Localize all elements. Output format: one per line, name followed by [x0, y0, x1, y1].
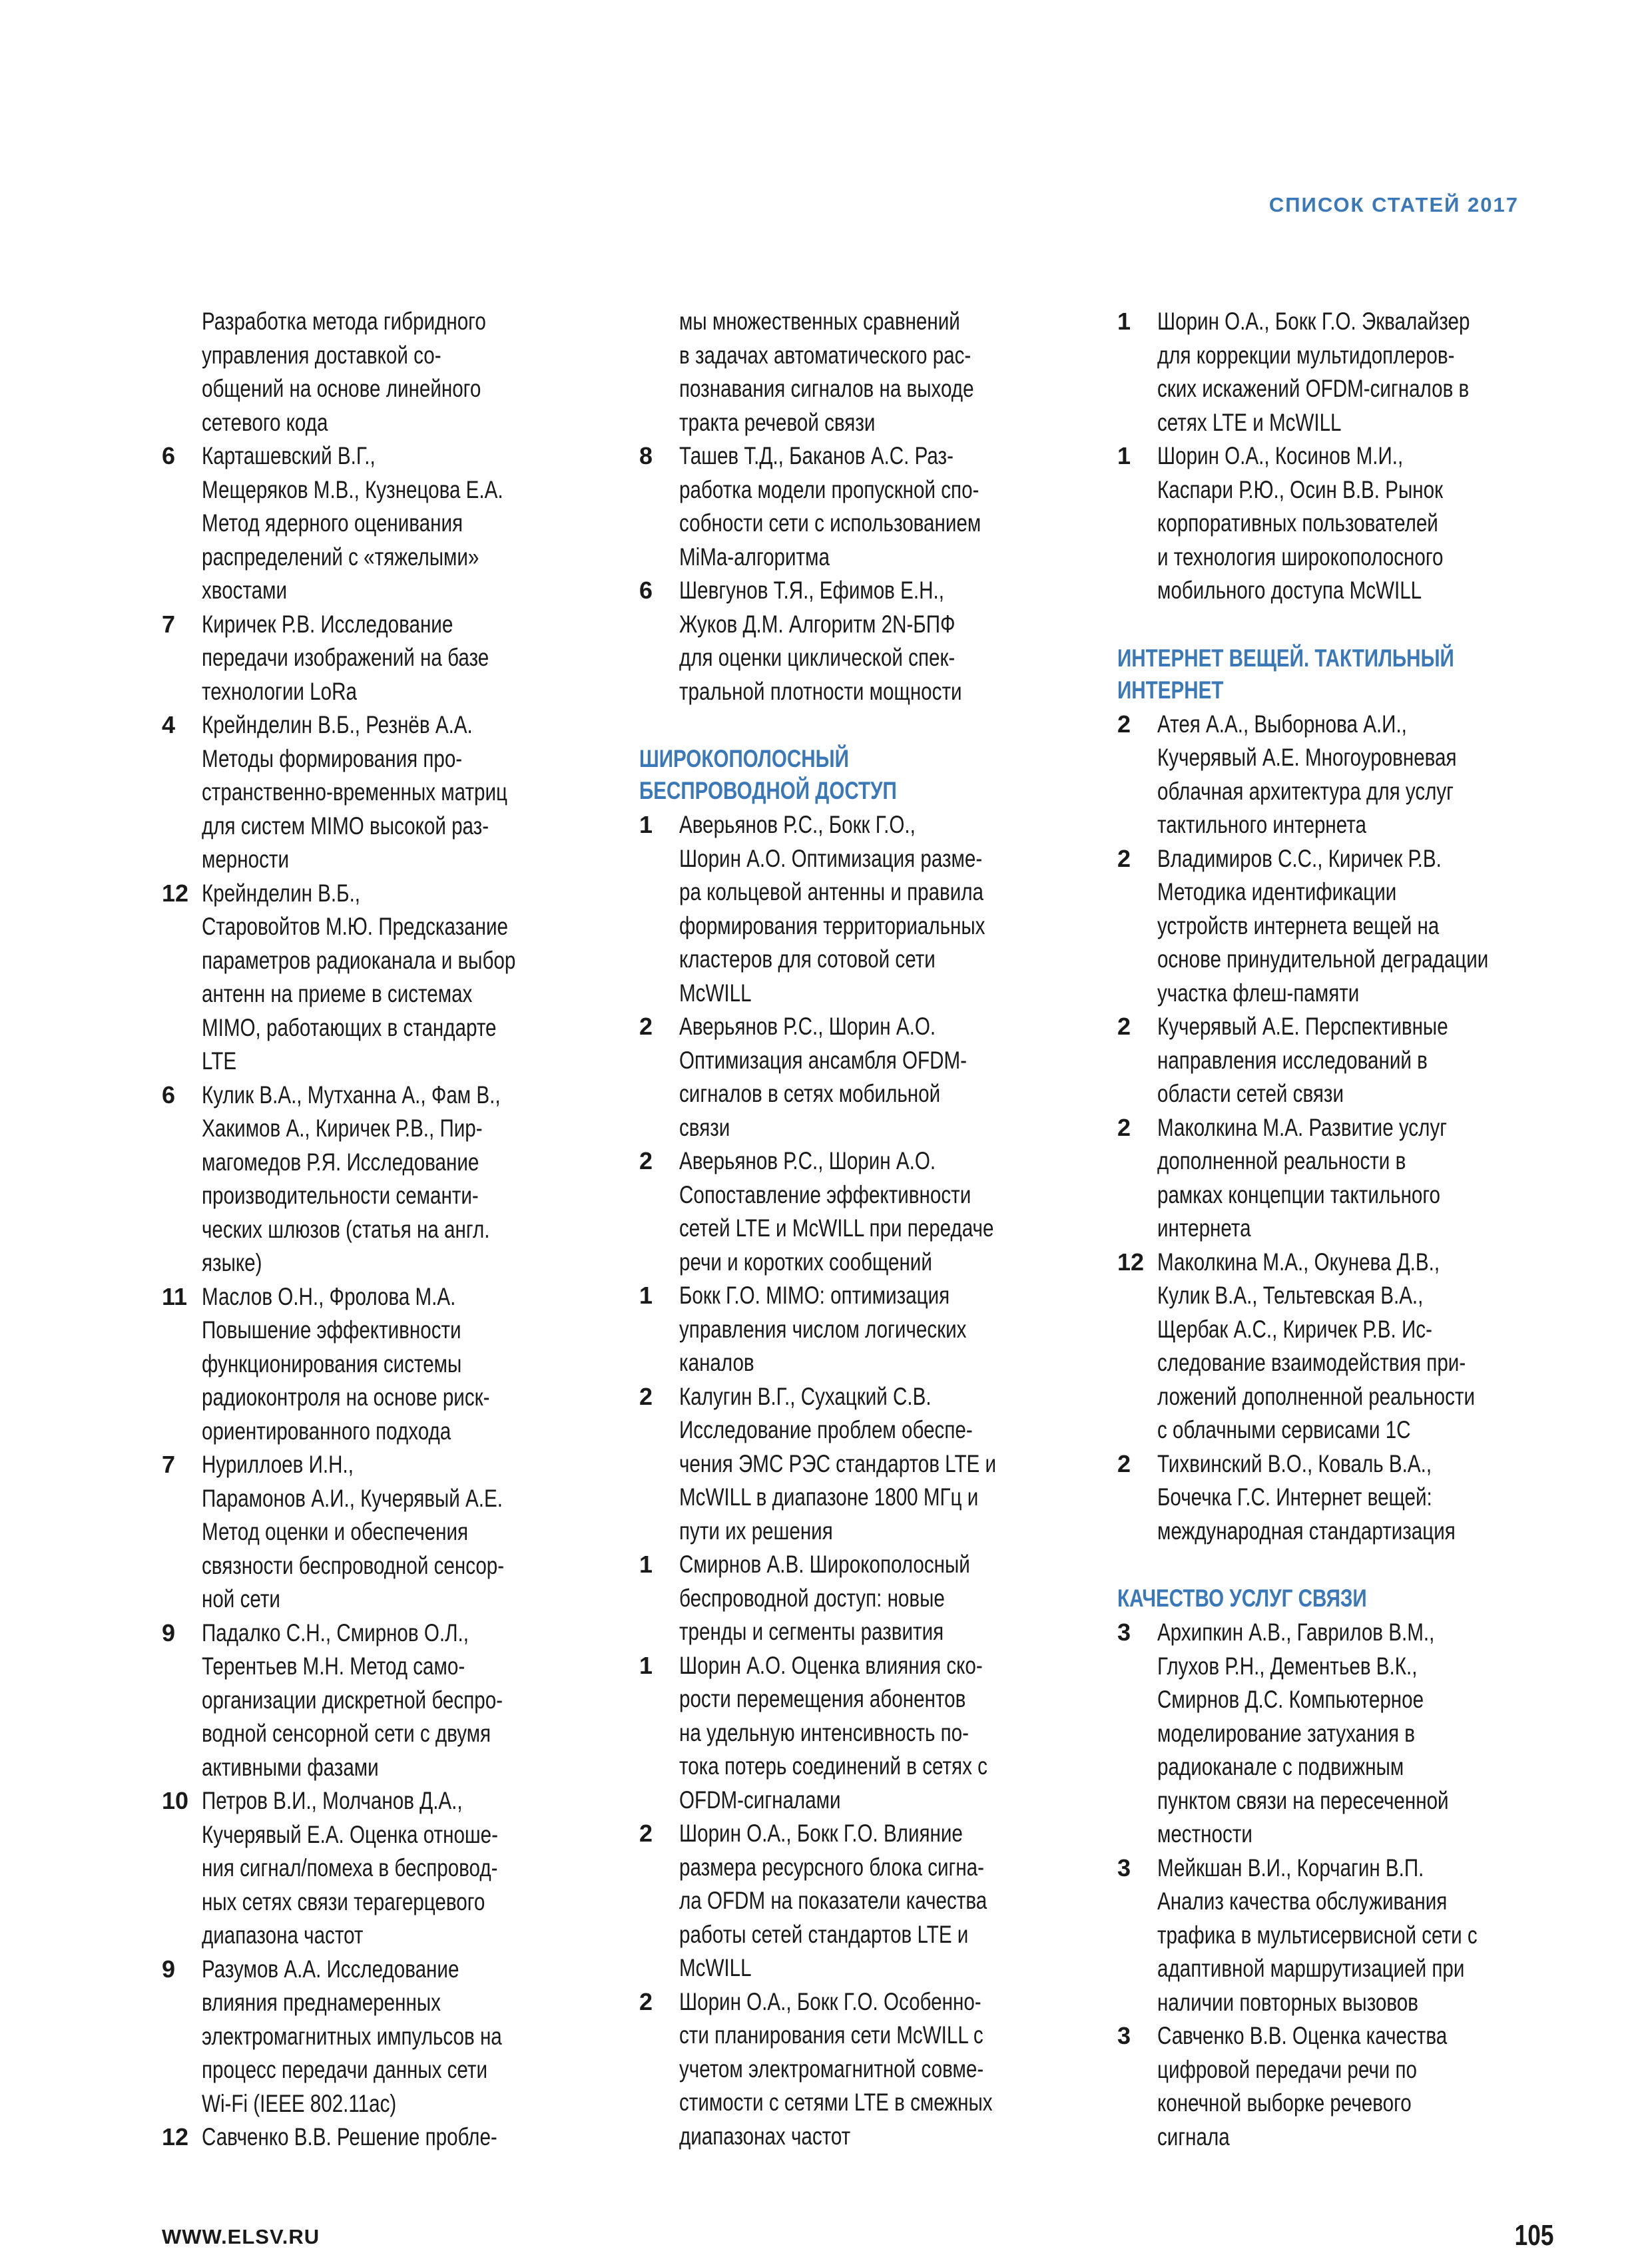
article-text-line: беспроводной доступ: новые: [679, 1584, 945, 1612]
article-text-line: Кулик В.А., Мутханна А., Фам В.,: [202, 1081, 501, 1109]
article-text-line: работы сетей стандартов LTE и: [679, 1920, 969, 1948]
article-entry: [639, 305, 1012, 439]
article-entry: [1117, 1616, 1490, 1852]
article-text-line: для оценки циклической спек-: [679, 644, 956, 671]
article-text-line: общений на основе линейного: [202, 375, 481, 402]
article-entry: [639, 1380, 1012, 1549]
article-text-line: Маслов О.Н., Фролова М.А.: [202, 1282, 456, 1310]
article-text-line: ческих шлюзов (статья на англ.: [202, 1215, 490, 1243]
article-text-line: организации дискретной беспро-: [202, 1686, 503, 1714]
issue-number: 1: [639, 1551, 653, 1578]
article-text-line: производительности семанти-: [202, 1182, 479, 1209]
article-text-line: Савченко В.В. Оценка качества: [1157, 2022, 1448, 2049]
article-text-line: Методы формирования про-: [202, 744, 463, 772]
article-text-line: Савченко В.В. Решение пробле-: [202, 2123, 497, 2150]
article-text-line: Киричек Р.В. Исследование: [202, 610, 453, 638]
article-text-line: передачи изображений на базе: [202, 644, 489, 671]
article-text-line: корпоративных пользователей: [1157, 509, 1438, 537]
article-text-line: рамках концепции тактильного: [1157, 1180, 1440, 1208]
article-text-line: Методика идентификации: [1157, 878, 1397, 905]
section-heading: [1117, 1583, 1490, 1615]
article-text-line: Кучерявый Е.А. Оценка отноше-: [202, 1820, 498, 1848]
article-text-line: Метод оценки и обеспечения: [202, 1518, 469, 1545]
article-text-line: формирования территориальных: [679, 911, 985, 939]
article-text-line: Аверьянов Р.С., Шорин А.О.: [679, 1013, 936, 1040]
article-text-line: влияния преднамеренных: [202, 1989, 441, 2016]
issue-number: 10: [162, 1787, 189, 1814]
article-entry: [162, 439, 535, 608]
article-text-line: Шорин А.О. Оптимизация разме-: [679, 844, 983, 872]
article-text-line: антенн на приеме в системах: [202, 980, 473, 1007]
article-text-line: Оптимизация ансамбля OFDM-: [679, 1046, 967, 1074]
article-text-line: MiMa-алгоритма: [679, 543, 830, 571]
article-text-line: Кулик В.А., Тельтевская В.А.,: [1157, 1282, 1424, 1309]
article-entry: [1117, 842, 1490, 1011]
article-text-line: интернета: [1157, 1214, 1251, 1242]
article-text-line: радиоканале с подвижным: [1157, 1753, 1404, 1780]
article-text-line: Крейнделин В.Б.,: [202, 879, 361, 907]
article-entry: [1117, 1852, 1490, 2020]
article-text-line: Парамонов А.И., Кучерявый А.Е.: [202, 1484, 503, 1512]
article-text-line: Кучерявый А.Е. Многоуровневая: [1157, 744, 1457, 771]
issue-number: 3: [1117, 2022, 1131, 2049]
article-text-line: Метод ядерного оценивания: [202, 509, 463, 537]
article-text-line: международная стандартизация: [1157, 1517, 1456, 1545]
article-text-line: участка флеш-памяти: [1157, 979, 1360, 1007]
article-text-line: для систем MIMO высокой раз-: [202, 812, 489, 840]
article-text-line: Глухов Р.Н., Дементьев В.К.,: [1157, 1652, 1418, 1680]
article-text-line: Терентьев М.Н. Метод само-: [202, 1652, 465, 1680]
article-text-line: кластеров для сотовой сети: [679, 945, 936, 973]
issue-number: 2: [1117, 1013, 1131, 1040]
article-entry: [639, 1985, 1012, 2154]
article-text-line: Разумов А.А. Исследование: [202, 1955, 459, 1983]
issue-number: 3: [1117, 1854, 1131, 1881]
article-text-line: Мейкшан В.И., Корчагин В.П.: [1157, 1854, 1424, 1881]
article-text-line: Бокк Г.О. MIMO: оптимизация: [679, 1282, 950, 1309]
article-entry: [162, 1448, 535, 1617]
article-text-line: Старовойтов М.Ю. Предсказание: [202, 913, 508, 940]
article-text-line: Анализ качества обслуживания: [1157, 1887, 1448, 1915]
article-text-line: Маколкина М.А. Развитие услуг: [1157, 1113, 1448, 1141]
issue-number: 2: [639, 1987, 653, 2015]
article-entry: [162, 708, 535, 877]
article-text-line: Шорин О.А., Бокк Г.О. Влияние: [679, 1820, 963, 1847]
article-text-line: тока потерь соединений в сетях с: [679, 1752, 987, 1780]
article-text-line: параметров радиоканала и выбор: [202, 946, 516, 974]
article-text-line: основе принудительной деградации: [1157, 945, 1489, 973]
article-text-line: Мещеряков М.В., Кузнецова Е.А.: [202, 475, 503, 503]
article-text-line: следование взаимодействия при-: [1157, 1349, 1466, 1376]
article-entry: [162, 2121, 535, 2154]
article-entry: [639, 439, 1012, 574]
section-heading-line: ИНТЕРНЕТ ВЕЩЕЙ. ТАКТИЛЬНЫЙ: [1117, 644, 1454, 672]
article-text-line: Щербак А.С., Киричек Р.В. Ис-: [1157, 1315, 1432, 1343]
article-text-line: сетей LTE и McWILL при передаче: [679, 1214, 994, 1242]
article-entry: [1117, 1246, 1490, 1447]
article-text-line: управления доставкой со-: [202, 341, 441, 369]
issue-number: 2: [1117, 1449, 1131, 1477]
issue-number: 3: [1117, 1619, 1131, 1646]
article-text-line: ных сетях связи терагерцевого: [202, 1887, 485, 1915]
article-text-line: сигнала: [1157, 2123, 1230, 2150]
article-text-line: каналов: [679, 1349, 754, 1376]
article-entry: [639, 574, 1012, 708]
issue-number: 7: [162, 1451, 176, 1478]
article-text-line: McWILL: [679, 979, 752, 1007]
article-text-line: области сетей связи: [1157, 1080, 1344, 1107]
article-entry: [639, 1649, 1012, 1818]
issue-number: 1: [639, 811, 653, 838]
article-text-line: в задачах автоматического рас-: [679, 341, 971, 369]
article-entry: [162, 305, 535, 439]
article-text-line: диапазона частот: [202, 1921, 364, 1949]
article-entry: [1117, 1111, 1490, 1246]
article-text-line: Жуков Д.М. Алгоритм 2N-БПФ: [679, 610, 956, 638]
issue-number: 2: [639, 1820, 653, 1847]
article-text-line: связности беспроводной сенсор-: [202, 1551, 505, 1579]
article-text-line: тактильного интернета: [1157, 811, 1366, 838]
issue-number: 2: [639, 1147, 653, 1174]
website-url[interactable]: WWW.ELSV.RU: [162, 2225, 320, 2248]
article-text-line: ния сигнал/помеха в беспровод-: [202, 1854, 498, 1881]
article-text-line: LTE: [202, 1047, 237, 1075]
article-text-line: собности сети с использованием: [679, 509, 981, 537]
article-text-line: стимости с сетями LTE в смежных: [679, 2089, 993, 2116]
article-text-line: Владимиров С.С., Киричек Р.В.: [1157, 844, 1442, 872]
issue-number: 2: [1117, 710, 1131, 738]
article-text-line: Шевгунов Т.Я., Ефимов Е.Н.,: [679, 577, 944, 604]
article-text-line: Каспари Р.Ю., Осин В.В. Рынок: [1157, 475, 1444, 503]
section-heading-line: ИНТЕРНЕТ: [1117, 676, 1224, 704]
article-text-line: и технология широкополосного: [1157, 543, 1444, 571]
article-text-line: учетом электромагнитной совме-: [679, 2055, 984, 2083]
article-text-line: мы множественных сравнений: [679, 308, 960, 335]
article-entry: [162, 1953, 535, 2121]
article-text-line: Петров В.И., Молчанов Д.А.,: [202, 1787, 463, 1814]
article-text-line: водной сенсорной сети с двумя: [202, 1720, 491, 1747]
article-text-line: языке): [202, 1249, 262, 1276]
article-text-line: Хакимов А., Киричек Р.В., Пир-: [202, 1115, 483, 1142]
issue-number: 2: [1117, 1113, 1131, 1141]
issue-number: 9: [162, 1955, 176, 1983]
article-text-line: Калугин В.Г., Сухацкий С.В.: [679, 1382, 932, 1410]
article-text-line: пунктом связи на пересеченной: [1157, 1786, 1449, 1814]
article-text-line: Смирнов Д.С. Компьютерное: [1157, 1686, 1424, 1713]
article-text-line: Карташевский В.Г.,: [202, 442, 376, 469]
article-text-line: дополненной реальности в: [1157, 1147, 1406, 1174]
article-text-line: Кучерявый А.Е. Перспективные: [1157, 1013, 1448, 1040]
article-entry: [1117, 2019, 1490, 2154]
issue-number: 6: [162, 1081, 176, 1109]
page-number: 105: [1514, 2219, 1553, 2252]
article-text-line: Аверьянов Р.С., Шорин А.О.: [679, 1147, 936, 1174]
article-text-line: рости перемещения абонентов: [679, 1685, 966, 1712]
article-text-line: Тихвинский В.О., Коваль В.А.,: [1157, 1449, 1432, 1477]
article-text-line: ориентированного подхода: [202, 1417, 451, 1445]
article-text-line: тральной плотности мощности: [679, 677, 962, 705]
article-entry: [162, 1784, 535, 1953]
article-text-line: Падалко С.Н., Смирнов О.Л.,: [202, 1619, 469, 1646]
article-entry: [639, 1279, 1012, 1380]
article-text-line: работка модели пропускной спо-: [679, 475, 979, 503]
column-1: [162, 305, 535, 2154]
article-text-line: Шорин О.А., Бокк Г.О. Эквалайзер: [1157, 308, 1470, 335]
article-entry: [639, 1548, 1012, 1649]
issue-number: 2: [639, 1382, 653, 1410]
article-text-line: OFDM-сигналами: [679, 1786, 841, 1814]
article-entry: [639, 1010, 1012, 1144]
article-entry: [162, 608, 535, 709]
issue-number: 12: [162, 879, 189, 907]
article-text-line: Исследование проблем обеспе-: [679, 1416, 973, 1443]
article-text-line: Шорин О.А., Косинов М.И.,: [1157, 442, 1404, 469]
article-text-line: для коррекции мультидоплеров-: [1157, 341, 1455, 369]
article-text-line: ложений дополненной реальности: [1157, 1382, 1475, 1410]
article-text-line: тракта речевой связи: [679, 408, 876, 436]
article-text-line: сти планирования сети McWILL с: [679, 2021, 983, 2049]
issue-number: 4: [162, 711, 176, 738]
article-entry: [1117, 708, 1490, 842]
article-text-line: облачная архитектура для услуг: [1157, 777, 1454, 805]
issue-number: 9: [162, 1619, 176, 1646]
article-entry: [1117, 1447, 1490, 1549]
article-text-line: ра кольцевой антенны и правила: [679, 878, 984, 905]
article-text-line: диапазонах частот: [679, 2122, 851, 2150]
article-entry: [162, 1079, 535, 1280]
article-entry: [1117, 1010, 1490, 1111]
issue-number: 6: [162, 442, 176, 469]
article-text-line: MIMO, работающих в стандарте: [202, 1013, 497, 1041]
article-text-line: McWILL: [679, 1954, 752, 1981]
article-text-line: управления числом логических: [679, 1315, 967, 1343]
issue-number: 2: [1117, 844, 1131, 872]
article-text-line: познавания сигналов на выходе: [679, 375, 974, 402]
article-text-line: Сопоставление эффективности: [679, 1180, 971, 1208]
article-entry: [162, 1617, 535, 1785]
article-text-line: тренды и сегменты развития: [679, 1618, 944, 1645]
article-entry: [162, 1280, 535, 1449]
article-text-line: Шорин О.А., Бокк Г.О. Особенно-: [679, 1987, 981, 2015]
article-text-line: Архипкин А.В., Гаврилов В.М.,: [1157, 1619, 1435, 1646]
article-text-line: Wi-Fi (IEEE 802.11ac): [202, 2089, 397, 2117]
article-entry: [639, 808, 1012, 1010]
article-text-line: Повышение эффективности: [202, 1316, 461, 1344]
issue-number: 8: [639, 442, 653, 469]
article-text-line: пути их решения: [679, 1517, 833, 1545]
issue-number: 12: [1117, 1248, 1145, 1276]
article-text-line: наличии повторных вызовов: [1157, 1988, 1418, 2016]
article-text-line: трафика в мультисервисной сети с: [1157, 1921, 1478, 1949]
article-text-line: размера ресурсного блока сигна-: [679, 1853, 984, 1881]
article-text-line: адаптивной маршрутизацией при: [1157, 1955, 1465, 1982]
article-text-line: магомедов Р.Я. Исследование: [202, 1148, 479, 1176]
section-heading: [639, 743, 1012, 807]
section-heading-line: ШИРОКОПОЛОСНЫЙ: [639, 745, 849, 772]
article-text-line: Крейнделин В.Б., Резнёв А.А.: [202, 711, 473, 738]
article-text-line: Атея А.А., Выборнова А.И.,: [1157, 710, 1407, 738]
issue-number: 1: [639, 1282, 653, 1309]
article-text-line: устройств интернета вещей на: [1157, 911, 1440, 939]
article-text-line: функционирования системы: [202, 1350, 462, 1378]
article-text-line: технологии LoRa: [202, 677, 357, 705]
article-text-line: мерности: [202, 846, 289, 873]
article-text-line: чения ЭМС РЭС стандартов LTE и: [679, 1449, 997, 1477]
article-text-line: Нуриллоев И.Н.,: [202, 1451, 354, 1478]
article-text-line: Шорин А.О. Оценка влияния ско-: [679, 1651, 983, 1679]
column-2: [639, 305, 1012, 2153]
issue-number: 7: [162, 610, 176, 638]
section-heading-line: БЕСПРОВОДНОЙ ДОСТУП: [639, 777, 897, 804]
issue-number: 1: [1117, 308, 1131, 335]
article-entry: [639, 1817, 1012, 1985]
article-text-line: направления исследований в: [1157, 1046, 1428, 1074]
article-text-line: McWILL в диапазоне 1800 МГц и: [679, 1483, 979, 1511]
issue-number: 1: [639, 1651, 653, 1679]
article-text-line: связи: [679, 1113, 730, 1141]
article-text-line: мобильного доступа McWILL: [1157, 577, 1422, 604]
article-entry: [1117, 439, 1490, 608]
article-text-line: ских искажений OFDM-сигналов в: [1157, 375, 1470, 402]
article-text-line: на удельную интенсивность по-: [679, 1718, 969, 1746]
column-3: [1117, 305, 1490, 2154]
article-text-line: цифровой передачи речи по: [1157, 2055, 1418, 2083]
article-text-line: Маколкина М.А., Окунева Д.В.,: [1157, 1248, 1440, 1276]
article-text-line: сетевого кода: [202, 408, 328, 436]
article-entry: [162, 877, 535, 1079]
article-text-line: радиоконтроля на основе риск-: [202, 1383, 490, 1411]
section-heading-line: КАЧЕСТВО УСЛУГ СВЯЗИ: [1117, 1585, 1367, 1612]
article-text-line: хвостами: [202, 577, 288, 604]
article-entry: [639, 1144, 1012, 1279]
article-text-line: ной сети: [202, 1585, 280, 1613]
article-text-line: сигналов в сетях мобильной: [679, 1080, 941, 1107]
issue-number: 6: [639, 577, 653, 604]
issue-number: 1: [1117, 442, 1131, 469]
section-title: СПИСОК СТАТЕЙ 2017: [1268, 193, 1519, 216]
section-heading: [1117, 642, 1490, 706]
article-text-line: ла OFDM на показатели качества: [679, 1887, 987, 1914]
article-text-line: активными фазами: [202, 1753, 379, 1781]
issue-number: 11: [162, 1282, 188, 1310]
article-text-line: электромагнитных импульсов на: [202, 2022, 502, 2050]
article-text-line: процесс передачи данных сети: [202, 2056, 487, 2083]
article-text-line: Разработка метода гибридного: [202, 308, 486, 335]
issue-number: 12: [162, 2123, 189, 2150]
article-text-line: Смирнов А.В. Широкополосный: [679, 1551, 970, 1578]
article-text-line: с облачными сервисами 1С: [1157, 1416, 1411, 1443]
article-text-line: речи и коротких сообщений: [679, 1248, 932, 1276]
article-text-line: Ташев Т.Д., Баканов А.С. Раз-: [679, 442, 954, 469]
article-text-line: конечной выборке речевого: [1157, 2089, 1412, 2117]
issue-number: 2: [639, 1013, 653, 1040]
article-text-line: распределений с «тяжелыми»: [202, 543, 479, 571]
article-text-line: сетях LTE и McWILL: [1157, 408, 1342, 436]
article-text-line: моделирование затухания в: [1157, 1719, 1415, 1747]
article-text-line: странственно-временных матриц: [202, 778, 507, 806]
article-entry: [1117, 305, 1490, 439]
article-text-line: Аверьянов Р.С., Бокк Г.О.,: [679, 811, 916, 838]
article-text-line: местности: [1157, 1820, 1252, 1848]
article-text-line: Бочечка Г.С. Интернет вещей:: [1157, 1483, 1432, 1511]
